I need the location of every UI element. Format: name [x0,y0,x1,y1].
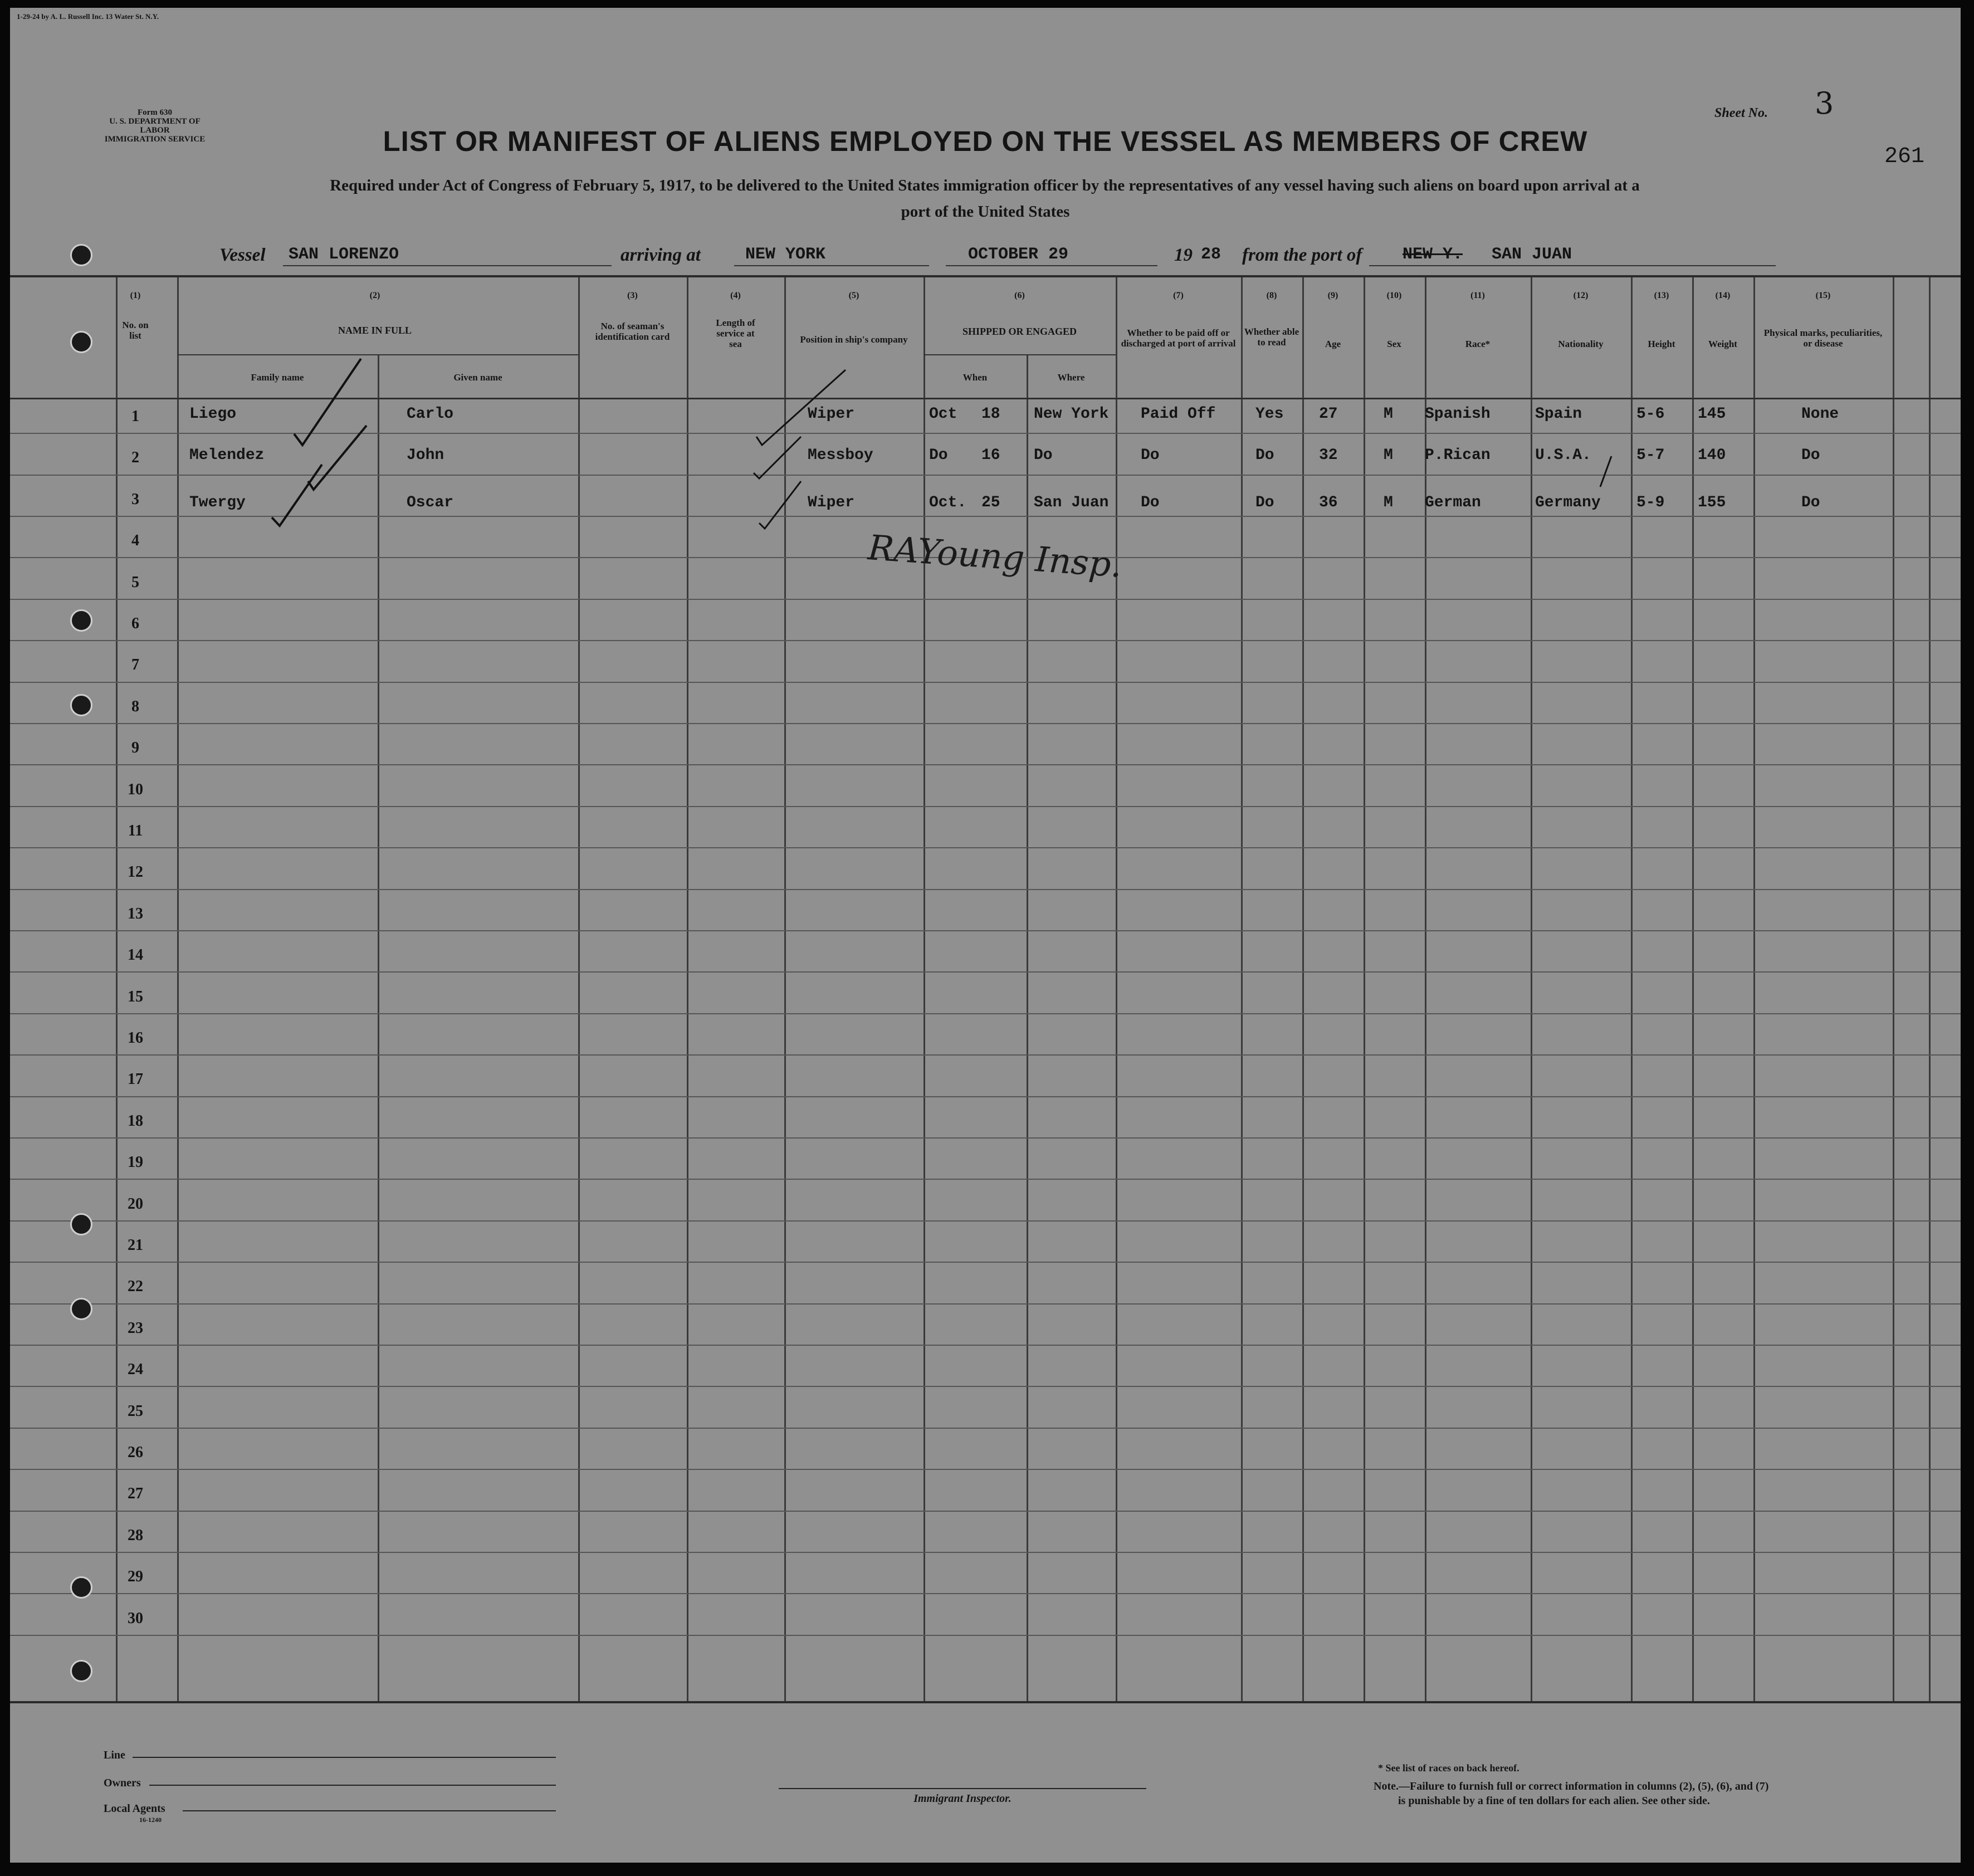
penalty-note-1: Note.—Failure to furnish full or correct information in columns (2), (5), (6), and (7) [1374,1780,1769,1792]
shipped-where: New York [1034,406,1109,423]
row-number: 11 [128,822,143,839]
age: 36 [1319,494,1338,511]
row-rule [10,1635,1961,1636]
col10-header: Sex [1387,339,1401,349]
age: 32 [1319,447,1338,464]
paid-off-status: Paid Off [1141,406,1216,423]
punch-hole [70,331,92,353]
row-number: 13 [128,905,143,922]
row-number: 15 [128,988,143,1005]
sheet-number: 3 [1815,86,1834,121]
row-number: 28 [128,1527,143,1544]
row-rule [10,930,1961,931]
given-name: John [407,447,444,464]
row-number: 22 [128,1278,143,1295]
from-port-label: from the port of [1242,245,1362,265]
owners-underline [149,1785,556,1786]
col14-number: (14) [1715,291,1731,300]
weight: 155 [1698,494,1726,511]
physical-marks: None [1801,406,1839,423]
col9-header: Age [1325,339,1341,349]
weight: 140 [1698,447,1726,464]
struck-port: NEW Y. [1403,245,1463,264]
row-rule [10,889,1961,890]
check-mark-row2-name [308,426,367,490]
page-stamp: 261 [1884,144,1925,169]
row-number: 7 [131,656,139,673]
row-number: 18 [128,1112,143,1130]
col5-number: (5) [848,291,859,300]
agents-underline [183,1810,556,1811]
race: Spanish [1425,406,1491,423]
row-number: 19 [128,1154,143,1171]
col8-number: (8) [1266,291,1277,300]
col6b-header: Where [1057,372,1085,383]
row-rule [10,1303,1961,1305]
able-to-read: Yes [1255,406,1284,423]
subtitle-line-1: Required under Act of Congress of February 5, 1917, to be delivered to the United States immigration officer by the representatives of any vessel having such aliens on board upon arrival at a [330,177,1640,194]
able-to-read: Do [1255,494,1274,511]
row-rule [10,1137,1961,1139]
row-rule [10,640,1961,641]
shipped-month: Oct. [929,494,967,511]
col11-number: (11) [1470,291,1485,300]
paid-off-status: Do [1141,447,1160,464]
shipped-day: 16 [981,447,1000,464]
paid-off-status: Do [1141,494,1160,511]
row-rule [10,1013,1961,1014]
page-title: LIST OR MANIFEST OF ALIENS EMPLOYED ON THE VESSEL AS MEMBERS OF CREW [383,125,1588,157]
col6a-header: When [962,372,988,383]
given-name: Oscar [407,494,454,511]
col7-number: (7) [1173,291,1184,300]
department-name: U. S. DEPARTMENT OF LABOR [109,117,201,135]
race: P.Rican [1425,447,1491,464]
arriving-port: NEW YORK [745,245,826,264]
row-number: 29 [128,1568,143,1585]
check-mark-row3-position [759,481,801,529]
row-number: 8 [131,698,139,715]
row-number: 14 [128,946,143,964]
height: 5-7 [1636,447,1665,464]
family-name: Twergy [189,494,246,511]
weight: 145 [1698,406,1726,423]
inspector-signature: RAYoung Insp. [867,527,1123,585]
col2-number: (2) [369,291,380,300]
row-number: 1 [131,408,139,425]
row-rule [10,1511,1961,1512]
printer-line: 1-29-24 by A. L. Russell Inc. 13 Water St. N.Y. [17,12,159,21]
position: Messboy [808,447,873,464]
able-to-read: Do [1255,447,1274,464]
col3-number: (3) [627,291,638,300]
row-rule [10,1262,1961,1263]
col2-header: NAME IN FULL [338,325,412,336]
position: Wiper [808,406,855,423]
row-rule [10,1096,1961,1097]
row-rule [10,1593,1961,1594]
row-rule [10,806,1961,807]
col2b-header: Given name [453,372,502,383]
nationality: U.S.A. [1535,447,1591,464]
col1-number: (1) [130,291,141,300]
shipped-day: 25 [981,494,1000,511]
table-bottom-rule [10,1701,1961,1703]
col12-header: Nationality [1558,339,1604,349]
row-number: 24 [128,1361,143,1378]
family-name: Liego [189,406,237,423]
physical-marks: Do [1801,494,1820,511]
row-number: 2 [131,449,139,466]
row-number: 6 [131,615,139,632]
row-rule [10,1552,1961,1553]
col15-number: (15) [1815,291,1831,300]
shipped-where: Do [1034,447,1053,464]
punch-hole [70,609,92,632]
row-number: 23 [128,1320,143,1337]
row-number: 21 [128,1237,143,1254]
row-number: 9 [131,739,139,756]
row-number: 17 [128,1071,143,1088]
shipped-month: Oct [929,406,957,423]
nationality: Germany [1535,494,1601,511]
col6-number: (6) [1014,291,1025,300]
col8-header: Whether able to read [1244,326,1299,348]
row-number: 25 [128,1403,143,1420]
year-prefix: 19 [1174,245,1193,265]
punch-hole [70,1660,92,1682]
family-name: Melendez [189,447,265,464]
height: 5-6 [1636,406,1665,423]
line-underline [133,1757,556,1758]
punch-hole [70,1576,92,1599]
nationality: Spain [1535,406,1582,423]
row-rule [10,971,1961,973]
departure-port: SAN JUAN [1492,245,1572,264]
col10-number: (10) [1386,291,1402,300]
col7-header: Whether to be paid off or discharged at port of arrival [1121,328,1236,349]
row-rule [10,1469,1961,1470]
row-rule [10,1386,1961,1387]
row-number: 30 [128,1610,143,1627]
punch-hole [70,1213,92,1235]
inspector-label: Immigrant Inspector. [913,1792,1012,1805]
row-number: 4 [131,532,139,549]
punch-hole [70,244,92,266]
row-number: 5 [131,574,139,591]
col1-header: No. on list [122,320,149,341]
row-number: 20 [128,1195,143,1213]
col4-number: (4) [730,291,741,300]
arriving-label: arriving at [620,245,701,265]
row-rule [10,682,1961,683]
manifest-sheet [10,8,1961,1863]
row-number: 12 [128,863,143,881]
check-marks [10,8,1961,565]
sex: M [1384,406,1393,423]
sheet-label: Sheet No. [1714,106,1768,120]
check-mark-row3-name [272,465,322,526]
physical-marks: Do [1801,447,1820,464]
punch-hole [70,694,92,716]
col13-header: Height [1648,339,1675,349]
row-rule [10,1220,1961,1222]
line-label: Line [104,1749,125,1761]
col5-header: Position in ship's company [800,334,908,345]
row-number: 16 [128,1029,143,1047]
row-rule [10,1179,1961,1180]
col9-number: (9) [1327,291,1338,300]
row-rule [10,847,1961,848]
row-number: 3 [131,491,139,508]
agents-label: Local Agents [104,1802,165,1815]
race: German [1425,494,1481,511]
row-rule [10,764,1961,765]
row-rule [10,1428,1961,1429]
nationality-slash [1600,456,1611,487]
col3-header: No. of seaman's identification card [595,321,670,342]
shipped-month: Do [929,447,948,464]
row-rule [10,599,1961,600]
service-name: IMMIGRATION SERVICE [104,135,206,144]
check-mark-row1-name [294,359,361,445]
row-number: 27 [128,1485,143,1502]
sex: M [1384,447,1393,464]
row-rule [10,1345,1961,1346]
row-rule [10,1054,1961,1056]
col4-header: Length of service at sea [716,317,755,349]
punch-hole [70,1298,92,1320]
penalty-note-2: is punishable by a fine of ten dollars for each alien. See other side. [1398,1795,1710,1807]
agents-code: 16-1240 [139,1816,162,1824]
col11-header: Race* [1465,339,1491,349]
given-name: Carlo [407,406,454,423]
shipped-where: San Juan [1034,494,1109,511]
form-number: Form 630 [137,108,173,117]
inspector-signature-line [779,1788,1146,1789]
height: 5-9 [1636,494,1665,511]
vessel-name: SAN LORENZO [289,245,399,264]
row-number: 10 [128,781,143,798]
arrival-year: 28 [1201,245,1221,264]
vessel-label: Vessel [219,245,266,265]
shipped-day: 18 [981,406,1000,423]
owners-label: Owners [104,1777,141,1789]
check-mark-row1-position [756,370,846,445]
row-rule [10,723,1961,724]
arrival-date: OCTOBER 29 [968,245,1069,264]
col6-header: SHIPPED OR ENGAGED [962,326,1077,337]
col14-header: Weight [1708,339,1737,349]
race-note: * See list of races on back hereof. [1378,1762,1519,1774]
subtitle-line-2: port of the United States [901,203,1070,221]
col13-number: (13) [1654,291,1669,300]
col15-header: Physical marks, peculiarities, or disease [1763,328,1883,349]
row-number: 26 [128,1444,143,1461]
age: 27 [1319,406,1338,423]
position: Wiper [808,494,855,511]
sex: M [1384,494,1393,511]
col12-number: (12) [1573,291,1589,300]
col2a-header: Family name [251,372,304,383]
